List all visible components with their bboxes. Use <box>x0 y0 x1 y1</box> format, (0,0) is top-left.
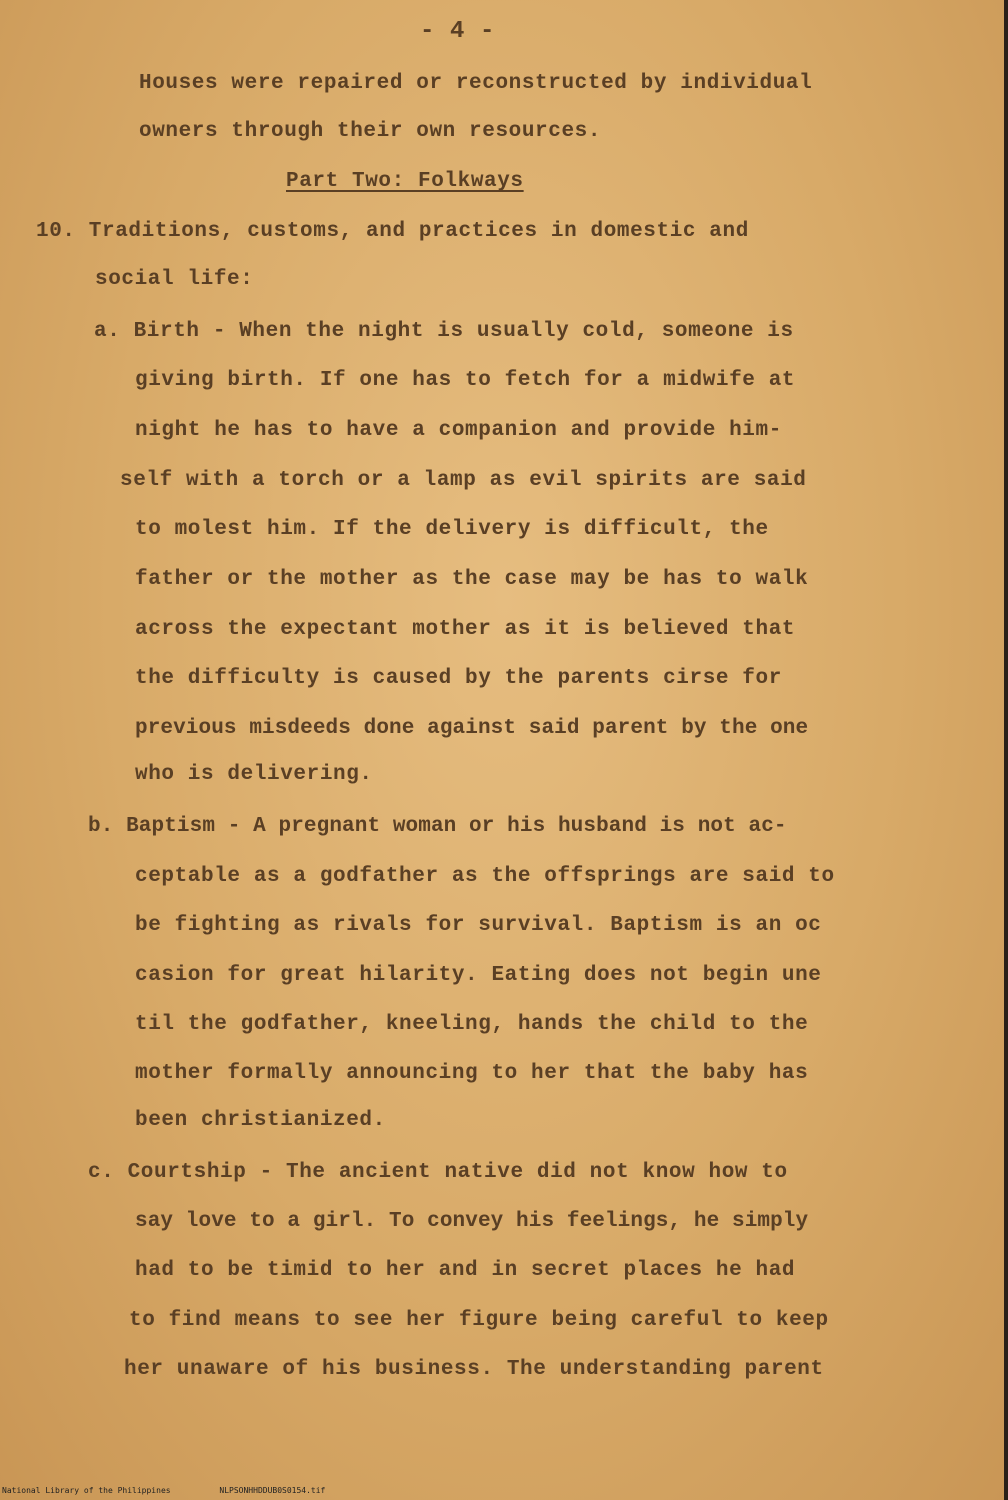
scan-edge <box>1004 0 1008 1500</box>
section-heading: Part Two: Folkways <box>286 170 524 193</box>
birth-line: who is delivering. <box>135 763 373 786</box>
courtship-line: had to be timid to her and in secret places he had <box>135 1259 796 1282</box>
item-10-line: 10. Traditions, customs, and practices in domestic and <box>36 220 749 243</box>
birth-line: father or the mother as the case may be has to walk <box>135 568 809 591</box>
baptism-line: mother formally announcing to her that the baby has <box>135 1062 809 1085</box>
courtship-line: her unaware of his business. The understanding parent <box>124 1358 824 1381</box>
baptism-line: been christianized. <box>135 1109 386 1132</box>
birth-line: giving birth. If one has to fetch for a midwife at <box>135 369 796 392</box>
birth-line: a. Birth - When the night is usually cold, someone is <box>94 320 794 343</box>
courtship-line: to find means to see her figure being careful to keep <box>129 1309 829 1332</box>
baptism-line: til the godfather, kneeling, hands the child to the <box>135 1013 809 1036</box>
baptism-line: b. Baptism - A pregnant woman or his husband is not ac- <box>88 815 787 838</box>
birth-line: the difficulty is caused by the parents cirse for <box>135 667 782 690</box>
footer-library: National Library of the Philippines <box>2 1486 171 1495</box>
birth-line: across the expectant mother as it is believed that <box>135 618 796 641</box>
baptism-line: ceptable as a godfather as the offsprings are said to <box>135 865 835 888</box>
baptism-line: casion for great hilarity. Eating does not begin une <box>135 964 822 987</box>
item-10-line: social life: <box>95 268 254 291</box>
footer-filename: NLPSONHHDDUB0S0154.tif <box>219 1486 326 1495</box>
birth-line: to molest him. If the delivery is difficult, the <box>135 518 769 541</box>
page-number: - 4 - <box>420 18 496 45</box>
intro-line: Houses were repaired or reconstructed by individual <box>139 72 813 95</box>
birth-line: night he has to have a companion and provide him- <box>135 419 782 442</box>
birth-line: self with a torch or a lamp as evil spirits are said <box>120 469 807 492</box>
intro-line: owners through their own resources. <box>139 120 602 143</box>
baptism-line: be fighting as rivals for survival. Baptism is an oc <box>135 914 822 937</box>
courtship-line: c. Courtship - The ancient native did not know how to <box>88 1161 788 1184</box>
courtship-line: say love to a girl. To convey his feelings, he simply <box>135 1210 809 1233</box>
birth-line: previous misdeeds done against said parent by the one <box>135 717 809 740</box>
scan-footer <box>2 1486 369 1495</box>
